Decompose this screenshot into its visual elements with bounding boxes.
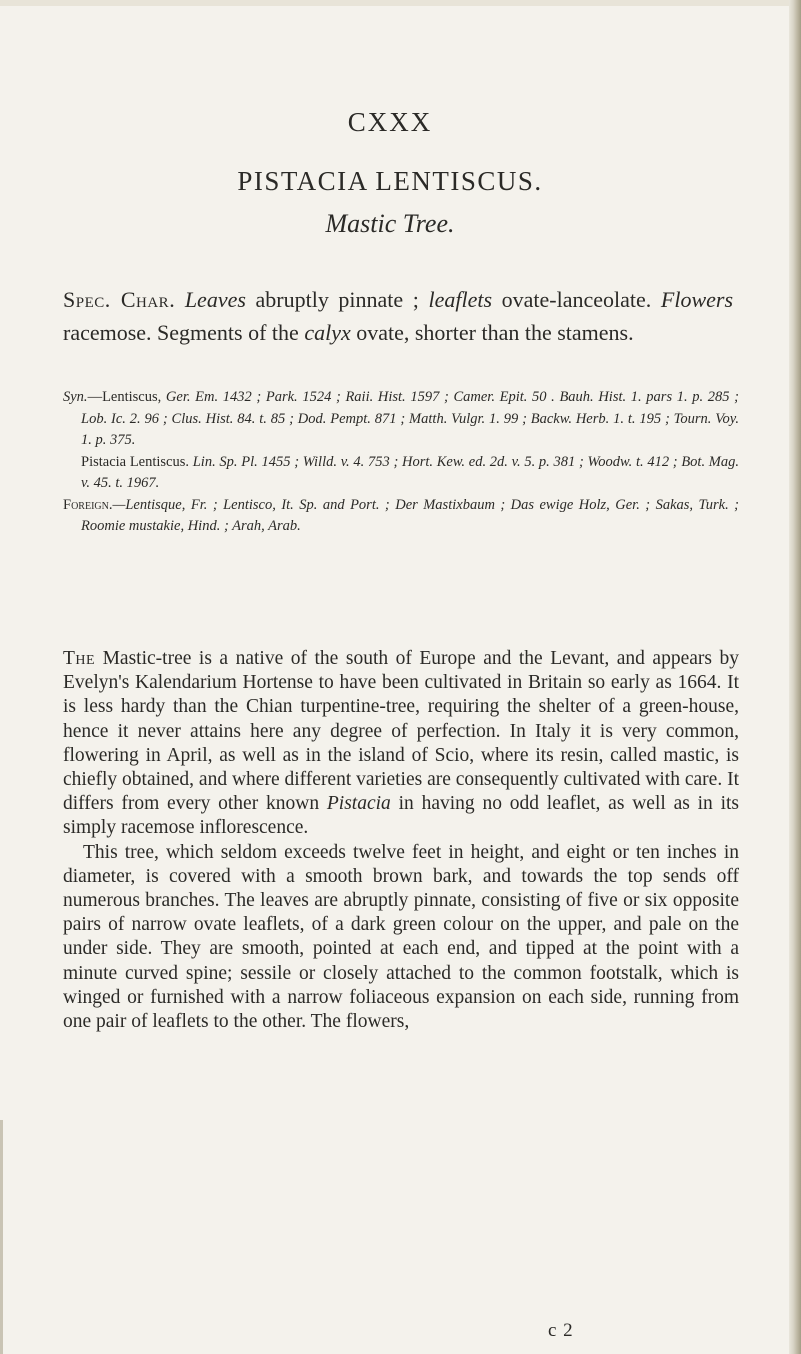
syn-lentiscus-name: —Lentiscus,: [87, 389, 166, 405]
syn-pistacia-refs: Lin. Sp. Pl. 1455 ; Willd. v. 4. 753 ; Hort. Kew. ed. 2d. v. 5. p. 381 ; Woodw. t. 412 ; Bot. Mag. v. 45. t. 1967.: [81, 453, 740, 491]
paragraph-1-text-b: in having no odd leaflet, as well as in its simply racemose inflorescence.: [63, 793, 740, 839]
page-subtitle: Mastic Tree.: [325, 209, 455, 238]
synonyms-lentiscus: [63, 387, 739, 452]
page-title: PISTACIA LENTISCUS.: [237, 166, 543, 196]
specific-character: [63, 283, 733, 349]
page-number: CXXX: [347, 107, 433, 137]
body-text: [63, 647, 739, 1034]
paragraph-1-lead: The: [63, 648, 96, 669]
syn-label: Syn.: [63, 389, 88, 405]
genus-name: Pistacia: [326, 793, 391, 815]
syn-pistacia-name: Pistacia Lentiscus.: [81, 453, 193, 470]
flowers-text: racemose. Segments of the: [63, 320, 305, 345]
leaflets-text: ovate-lanceolate.: [492, 287, 661, 312]
synonyms-block: [63, 387, 739, 538]
paragraph-1-text-a: Mastic-tree is a native of the south of Europe and the Levant, and appears by Evelyn's Kalendarium Hortense to have been cultivated in Britain so early as 1664. It is less hardy than the Chian turpentine-tree, requiring the shelter of a green-house, hence it never attains here any degree of perfection. In Italy it is very common, flowering in April, as well as in the island of Scio, where its resin, called mastic, is chiefly obtained, and where different varieties are consequently cultivated with care. It differs from every other known: [63, 648, 739, 815]
calyx-term: calyx: [304, 320, 351, 345]
page-left-edge: [0, 1120, 3, 1354]
calyx-text: ovate, shorter than the stamens.: [350, 320, 634, 345]
page-top-edge: [0, 0, 801, 6]
flowers-term: Flowers: [660, 287, 734, 312]
leaves-term: Leaves: [184, 287, 246, 312]
leaves-text: abruptly pinnate ;: [245, 287, 429, 312]
paragraph-2: This tree, which seldom exceeds twelve feet in height, and eight or ten inches in diameter, is covered with a smooth brown bark, and towards the top sends off numerous branches. The leaves are abruptly pinnate, consisting of five or six opposite pairs of narrow ovate leaflets, of a dark green colour on the upper, and pale on the under side. They are smooth, pointed at each end, and tipped at the point with a minute curved spine; sessile or closely attached to the common footstalk, which is winged or furnished with a narrow foliaceous expansion on each side, running from one pair of leaflets to the other. The flowers,: [63, 841, 739, 1033]
syn-lentiscus-refs: Ger. Em. 1432 ; Park. 1524 ; Raii. Hist. 1597 ; Camer. Epit. 50 . Bauh. Hist. 1. pars 1. p. 285 ; Lob. Ic. 2. 96 ; Clus. Hist. 84. t. 85 ; Dod. Pempt. 871 ; Matth. Vulgr. 1. 99 ; Backw. Herb. 1. t. 195 ; Tourn. Voy. 1. p. 375.: [81, 389, 740, 448]
spec-char-label: Spec. Char.: [63, 287, 176, 312]
foreign-text: —Lentisque, Fr. ; Lentisco, It. Sp. and Port. ; Der Mastixbaum ; Das ewige Holz, Ger. ; Sakas, Turk. ; Roomie mustakie, Hind. ; Arah, Arab.: [81, 496, 739, 534]
synonyms-pistacia: [63, 452, 739, 495]
page-right-edge: [789, 0, 801, 1354]
foreign-names: [63, 495, 739, 538]
leaflets-term: leaflets: [428, 287, 493, 312]
paragraph-1: [63, 647, 739, 841]
signature-mark: c 2: [548, 1320, 574, 1341]
foreign-label: Foreign.: [63, 496, 113, 513]
